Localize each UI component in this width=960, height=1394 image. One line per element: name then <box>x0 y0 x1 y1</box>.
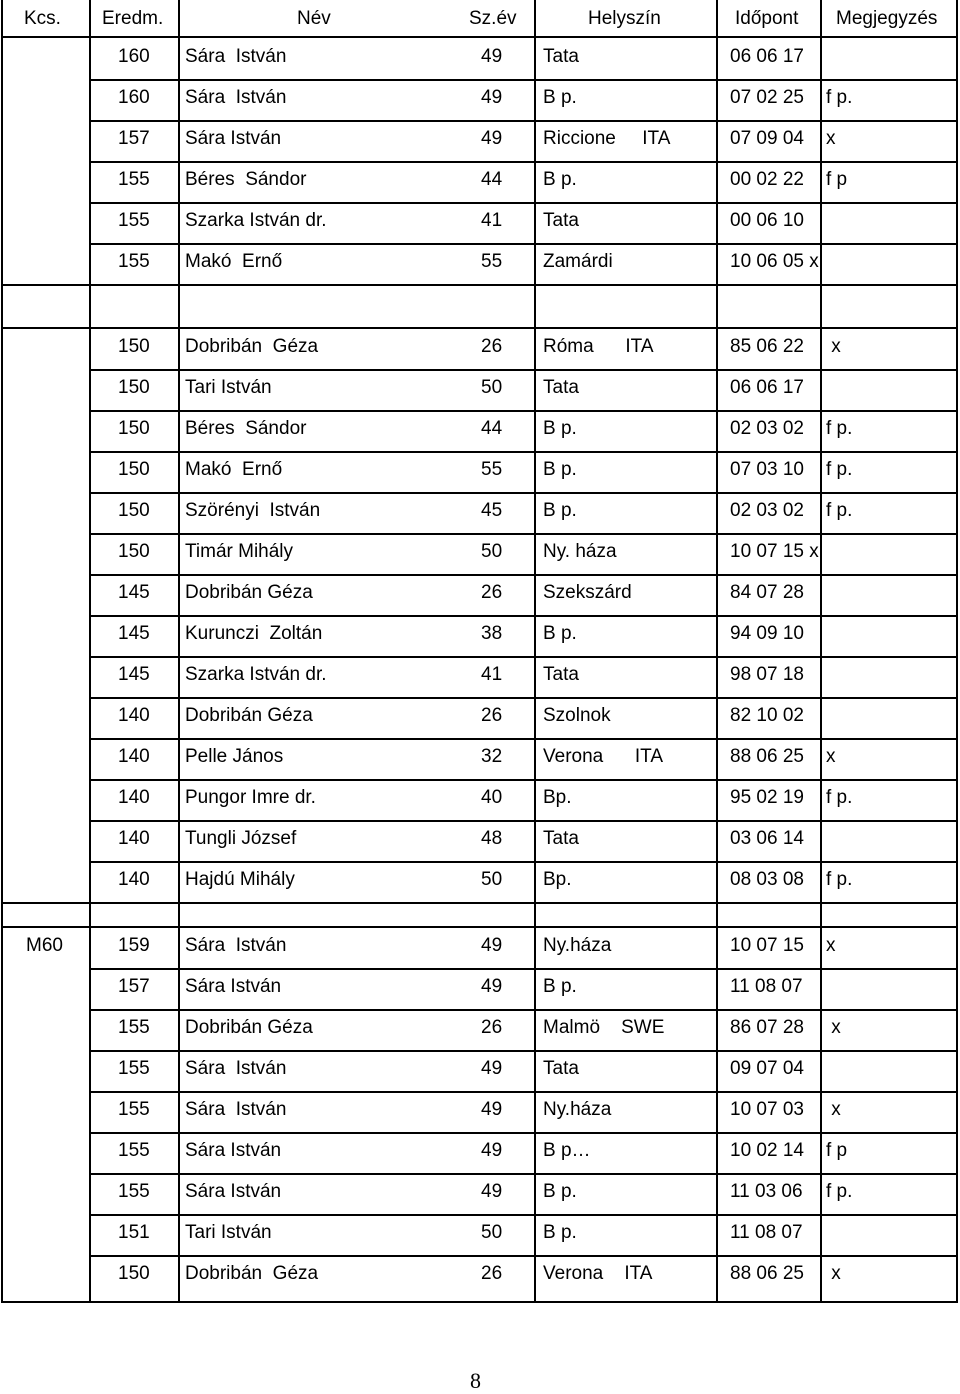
cell-idopont: 86 07 28 <box>730 1017 804 1038</box>
row-divider <box>89 1214 958 1216</box>
row-divider <box>89 738 958 740</box>
cell-helyszin: B p. <box>543 1181 577 1202</box>
cell-idopont: 94 09 10 <box>730 623 804 644</box>
cell-eredm: 155 <box>118 1058 150 1079</box>
cell-eredm: 160 <box>118 46 150 67</box>
cell-szev: 26 <box>481 705 503 726</box>
cell-nev: Dobribán Géza <box>185 1263 319 1284</box>
cell-nev: Dobribán Géza <box>185 1017 313 1038</box>
cell-idopont: 09 07 04 <box>730 1058 804 1079</box>
cell-szev: 55 <box>481 459 503 480</box>
row-divider <box>89 369 958 371</box>
row-divider <box>1 36 958 38</box>
header-helyszin: Helyszín <box>588 8 661 29</box>
cell-nev: Sára István <box>185 46 287 67</box>
header-nev: Név <box>297 8 331 29</box>
cell-helyszin: B p. <box>543 459 577 480</box>
cell-helyszin: Tata <box>543 210 579 231</box>
header-megjegyzes: Megjegyzés <box>836 8 938 29</box>
cell-megj: x <box>826 935 836 956</box>
cell-idopont: 84 07 28 <box>730 582 804 603</box>
cell-eredm: 150 <box>118 1263 150 1284</box>
cell-helyszin: Zamárdi <box>543 251 613 272</box>
cell-idopont: 10 07 15 x <box>730 541 819 562</box>
cell-idopont: 10 06 05 x <box>730 251 819 272</box>
cell-nev: Szarka István dr. <box>185 210 327 231</box>
row-divider <box>89 1255 958 1257</box>
page-number: 8 <box>470 1368 481 1393</box>
cell-nev: Sára István <box>185 1140 282 1161</box>
cell-helyszin: Tata <box>543 664 579 685</box>
cell-helyszin: B p. <box>543 418 577 439</box>
row-divider <box>89 779 958 781</box>
cell-megj: f p. <box>826 787 853 808</box>
cell-eredm: 145 <box>118 582 150 603</box>
cell-nev: Sára István <box>185 128 282 149</box>
cell-nev: Sára István <box>185 935 287 956</box>
cell-megj: f p. <box>826 500 853 521</box>
cell-idopont: 95 02 19 <box>730 787 804 808</box>
cell-nev: Sára István <box>185 1181 282 1202</box>
cell-helyszin: Malmö SWE <box>543 1017 665 1038</box>
cell-szev: 50 <box>481 1222 503 1243</box>
cell-szev: 50 <box>481 541 503 562</box>
cell-idopont: 00 06 10 <box>730 210 804 231</box>
cell-idopont: 08 03 08 <box>730 869 804 890</box>
cell-eredm: 155 <box>118 1140 150 1161</box>
cell-szev: 50 <box>481 869 503 890</box>
cell-szev: 26 <box>481 336 503 357</box>
row-divider <box>89 533 958 535</box>
cell-nev: Timár Mihály <box>185 541 294 562</box>
row-divider <box>89 243 958 245</box>
cell-szev: 49 <box>481 46 503 67</box>
cell-idopont: 02 03 02 <box>730 418 804 439</box>
cell-eredm: 150 <box>118 336 150 357</box>
cell-szev: 49 <box>481 1181 503 1202</box>
cell-helyszin: Bp. <box>543 869 572 890</box>
cell-szev: 40 <box>481 787 503 808</box>
cell-megj: x <box>826 746 836 767</box>
row-divider <box>89 202 958 204</box>
cell-eredm: 159 <box>118 935 150 956</box>
cell-helyszin: B p. <box>543 623 577 644</box>
cell-eredm: 145 <box>118 664 150 685</box>
row-divider <box>89 161 958 163</box>
cell-helyszin: Tata <box>543 828 579 849</box>
cell-nev: Szörényi István <box>185 500 321 521</box>
cell-nev: Tari István <box>185 377 272 398</box>
cell-megj: f p <box>826 1140 848 1161</box>
column-divider <box>534 0 536 1303</box>
cell-nev: Sára István <box>185 976 282 997</box>
cell-szev: 49 <box>481 935 503 956</box>
cell-szev: 26 <box>481 1263 503 1284</box>
cell-megj: f p. <box>826 459 853 480</box>
cell-nev: Dobribán Géza <box>185 705 313 726</box>
row-divider <box>1 902 958 904</box>
cell-szev: 49 <box>481 1099 503 1120</box>
row-divider <box>89 968 958 970</box>
cell-helyszin: Ny. háza <box>543 541 617 562</box>
cell-kcs: M60 <box>26 935 63 956</box>
cell-nev: Kurunczi Zoltán <box>185 623 323 644</box>
cell-eredm: 155 <box>118 1017 150 1038</box>
cell-eredm: 145 <box>118 623 150 644</box>
row-divider <box>89 451 958 453</box>
cell-szev: 49 <box>481 128 503 149</box>
row-divider <box>89 1050 958 1052</box>
cell-eredm: 155 <box>118 251 150 272</box>
cell-eredm: 140 <box>118 828 150 849</box>
row-divider <box>89 1132 958 1134</box>
cell-eredm: 140 <box>118 787 150 808</box>
cell-nev: Béres Sándor <box>185 418 307 439</box>
column-divider <box>89 0 91 1303</box>
header-kcs: Kcs. <box>24 8 61 29</box>
cell-megj: f p. <box>826 869 853 890</box>
cell-helyszin: Szolnok <box>543 705 611 726</box>
cell-szev: 32 <box>481 746 503 767</box>
cell-idopont: 02 03 02 <box>730 500 804 521</box>
row-divider <box>1 284 958 286</box>
cell-szev: 26 <box>481 1017 503 1038</box>
cell-idopont: 07 09 04 <box>730 128 804 149</box>
cell-helyszin: Tata <box>543 377 579 398</box>
cell-idopont: 06 06 17 <box>730 46 804 67</box>
cell-helyszin: Ny.háza <box>543 935 612 956</box>
cell-szev: 55 <box>481 251 503 272</box>
cell-idopont: 88 06 25 <box>730 1263 804 1284</box>
cell-nev: Makó Ernő <box>185 459 283 480</box>
row-divider <box>89 1091 958 1093</box>
row-divider <box>89 120 958 122</box>
cell-eredm: 140 <box>118 746 150 767</box>
cell-nev: Sára István <box>185 1058 287 1079</box>
row-divider <box>89 656 958 658</box>
cell-szev: 50 <box>481 377 503 398</box>
header-idopont: Időpont <box>735 8 799 29</box>
row-divider <box>89 79 958 81</box>
cell-helyszin: Róma ITA <box>543 336 654 357</box>
cell-idopont: 11 03 06 <box>730 1181 803 1202</box>
cell-eredm: 160 <box>118 87 150 108</box>
cell-megj: f p <box>826 169 848 190</box>
cell-idopont: 11 08 07 <box>730 976 803 997</box>
cell-eredm: 155 <box>118 1099 150 1120</box>
cell-eredm: 150 <box>118 541 150 562</box>
row-divider <box>89 697 958 699</box>
cell-nev: Pungor Imre dr. <box>185 787 316 808</box>
cell-helyszin: Szekszárd <box>543 582 632 603</box>
cell-idopont: 88 06 25 <box>730 746 804 767</box>
cell-idopont: 85 06 22 <box>730 336 804 357</box>
cell-eredm: 150 <box>118 418 150 439</box>
cell-megj: x <box>826 128 836 149</box>
cell-idopont: 03 06 14 <box>730 828 804 849</box>
cell-szev: 48 <box>481 828 503 849</box>
cell-szev: 44 <box>481 169 503 190</box>
cell-megj: x <box>826 1017 841 1038</box>
row-divider <box>89 1173 958 1175</box>
cell-idopont: 07 03 10 <box>730 459 804 480</box>
row-divider <box>89 861 958 863</box>
header-eredm: Eredm. <box>102 8 164 29</box>
cell-szev: 41 <box>481 664 503 685</box>
cell-szev: 49 <box>481 1058 503 1079</box>
cell-nev: Sára István <box>185 87 287 108</box>
cell-szev: 45 <box>481 500 503 521</box>
cell-nev: Makó Ernő <box>185 251 283 272</box>
cell-nev: Pelle János <box>185 746 284 767</box>
cell-nev: Tari István <box>185 1222 272 1243</box>
cell-eredm: 140 <box>118 705 150 726</box>
cell-helyszin: Tata <box>543 1058 579 1079</box>
row-divider <box>89 410 958 412</box>
cell-szev: 49 <box>481 976 503 997</box>
cell-szev: 26 <box>481 582 503 603</box>
cell-szev: 41 <box>481 210 503 231</box>
cell-nev: Hajdú Mihály <box>185 869 295 890</box>
cell-nev: Béres Sándor <box>185 169 307 190</box>
cell-helyszin: B p. <box>543 1222 577 1243</box>
cell-nev: Tungli József <box>185 828 297 849</box>
cell-helyszin: Verona ITA <box>543 1263 653 1284</box>
cell-idopont: 10 07 03 <box>730 1099 804 1120</box>
cell-idopont: 10 07 15 <box>730 935 804 956</box>
cell-helyszin: Tata <box>543 46 579 67</box>
cell-idopont: 10 02 14 <box>730 1140 804 1161</box>
cell-szev: 49 <box>481 1140 503 1161</box>
cell-eredm: 155 <box>118 210 150 231</box>
row-divider <box>89 1009 958 1011</box>
cell-idopont: 82 10 02 <box>730 705 804 726</box>
cell-eredm: 150 <box>118 459 150 480</box>
cell-idopont: 06 06 17 <box>730 377 804 398</box>
header-szev: Sz.év <box>469 8 517 29</box>
cell-eredm: 150 <box>118 500 150 521</box>
cell-helyszin: B p… <box>543 1140 591 1161</box>
cell-megj: f p. <box>826 418 853 439</box>
row-divider <box>89 615 958 617</box>
column-divider <box>820 0 822 1303</box>
column-divider <box>178 0 180 1303</box>
cell-eredm: 157 <box>118 128 150 149</box>
cell-eredm: 155 <box>118 169 150 190</box>
cell-eredm: 157 <box>118 976 150 997</box>
cell-eredm: 151 <box>118 1222 150 1243</box>
cell-idopont: 07 02 25 <box>730 87 804 108</box>
cell-eredm: 140 <box>118 869 150 890</box>
cell-helyszin: Riccione ITA <box>543 128 671 149</box>
cell-helyszin: B p. <box>543 500 577 521</box>
cell-szev: 44 <box>481 418 503 439</box>
cell-megj: f p. <box>826 1181 853 1202</box>
cell-megj: x <box>826 1263 841 1284</box>
cell-eredm: 155 <box>118 1181 150 1202</box>
cell-idopont: 98 07 18 <box>730 664 804 685</box>
cell-helyszin: B p. <box>543 87 577 108</box>
row-divider <box>89 492 958 494</box>
cell-megj: x <box>826 336 841 357</box>
row-divider <box>89 820 958 822</box>
column-divider <box>716 0 718 1303</box>
cell-nev: Dobribán Géza <box>185 582 313 603</box>
cell-helyszin: Verona ITA <box>543 746 664 767</box>
row-divider <box>89 574 958 576</box>
cell-nev: Sára István <box>185 1099 287 1120</box>
row-divider <box>1 327 958 329</box>
cell-helyszin: Bp. <box>543 787 572 808</box>
cell-helyszin: B p. <box>543 976 577 997</box>
cell-helyszin: Ny.háza <box>543 1099 612 1120</box>
cell-nev: Dobribán Géza <box>185 336 319 357</box>
cell-helyszin: B p. <box>543 169 577 190</box>
cell-eredm: 150 <box>118 377 150 398</box>
cell-idopont: 00 02 22 <box>730 169 804 190</box>
cell-idopont: 11 08 07 <box>730 1222 803 1243</box>
cell-nev: Szarka István dr. <box>185 664 327 685</box>
cell-megj: f p. <box>826 87 853 108</box>
row-divider <box>1 926 958 928</box>
cell-szev: 38 <box>481 623 503 644</box>
cell-megj: x <box>826 1099 841 1120</box>
cell-szev: 49 <box>481 87 503 108</box>
